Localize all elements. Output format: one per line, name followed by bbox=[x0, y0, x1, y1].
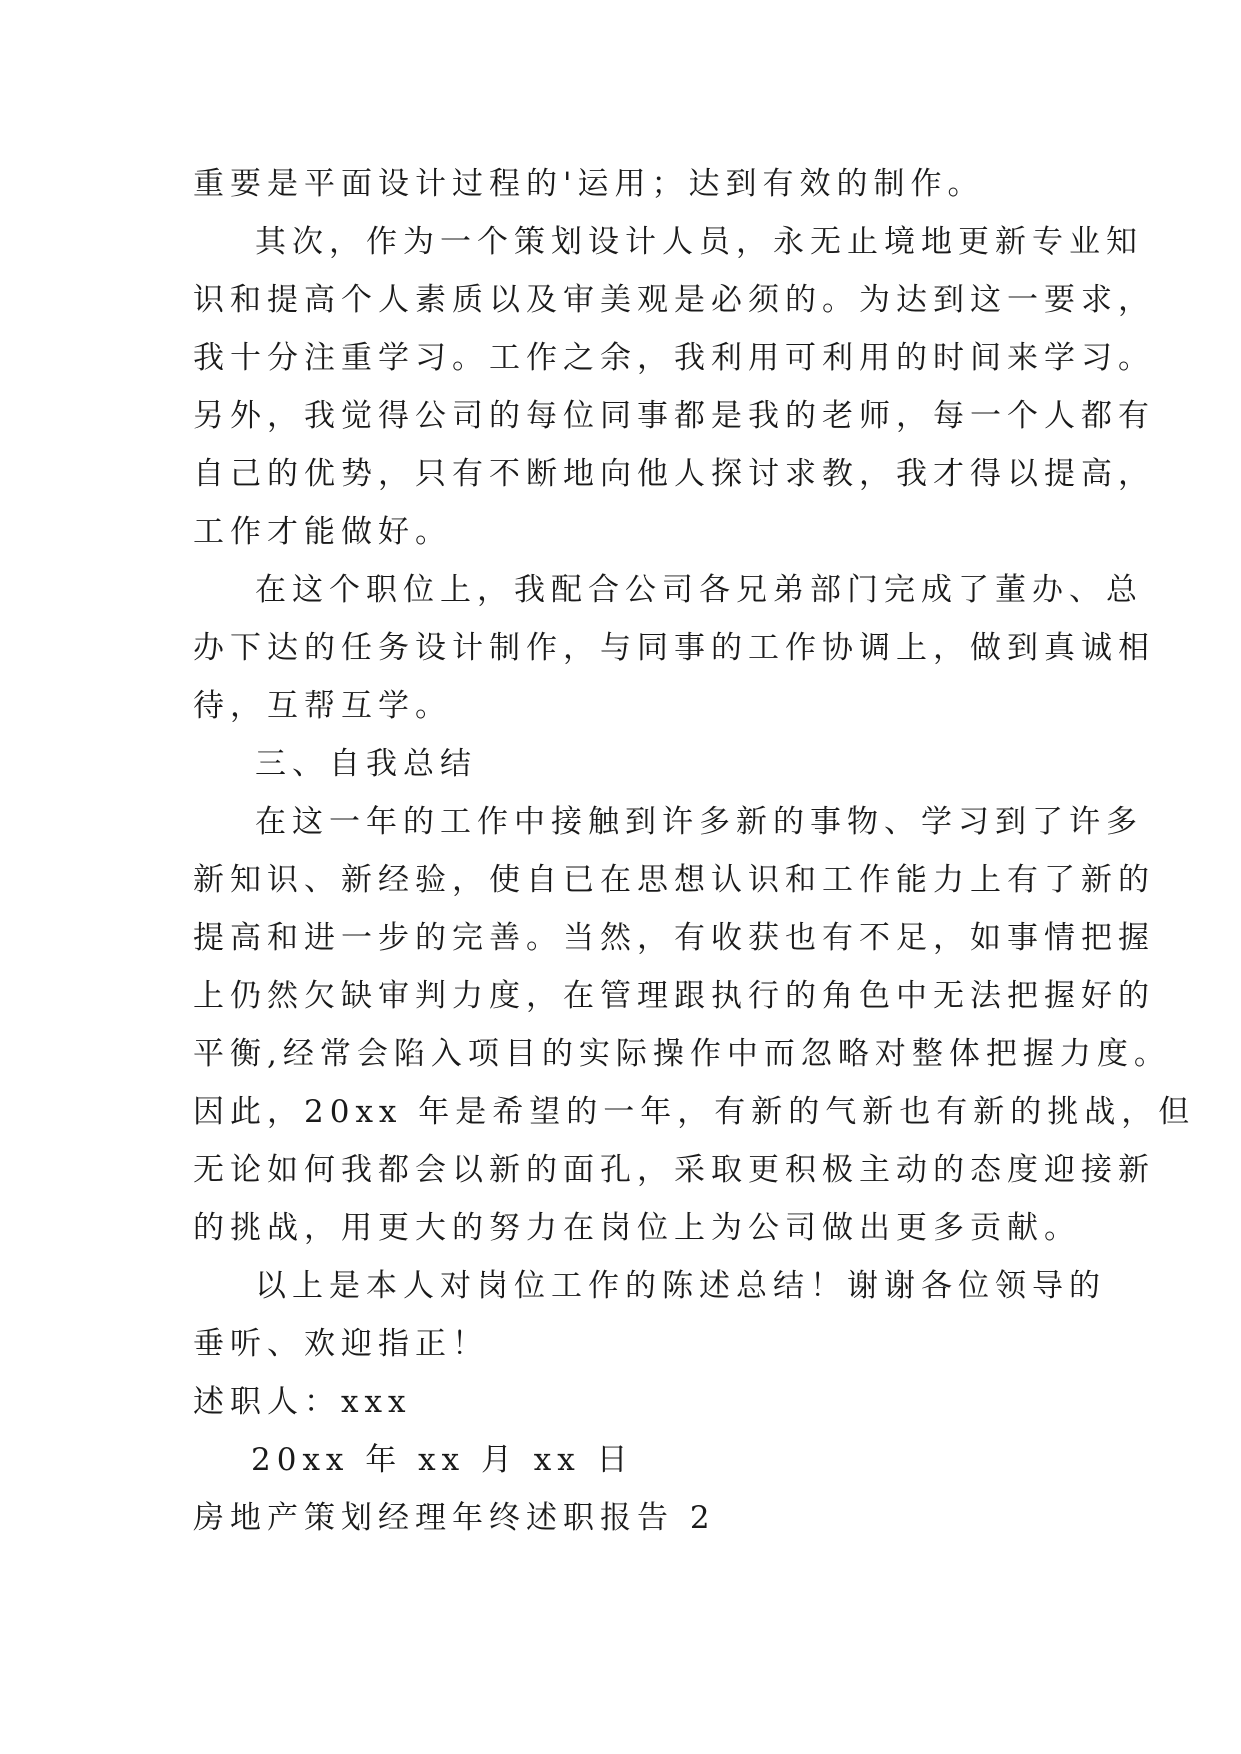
paragraph-line: 办下达的任务设计制作，与同事的工作协调上，做到真诚相 bbox=[193, 630, 1155, 666]
paragraph-line: 在这一年的工作中接触到许多新的事物、学习到了许多 bbox=[255, 804, 1143, 840]
paragraph-line: 自己的优势，只有不断地向他人探讨求教，我才得以提高， bbox=[193, 456, 1155, 492]
paragraph-line: 在这个职位上，我配合公司各兄弟部门完成了董办、总 bbox=[255, 572, 1143, 608]
paragraph-line: 待，互帮互学。 bbox=[193, 688, 452, 724]
next-document-title: 房地产策划经理年终述职报告 2 bbox=[193, 1500, 716, 1536]
paragraph-line: 上仍然欠缺审判力度，在管理跟执行的角色中无法把握好的 bbox=[193, 978, 1155, 1014]
paragraph-line: 识和提高个人素质以及审美观是必须的。为达到这一要求， bbox=[193, 282, 1155, 318]
paragraph-line: 工作才能做好。 bbox=[193, 514, 452, 550]
paragraph-line: 因此，20xx 年是希望的一年，有新的气新也有新的挑战，但 bbox=[193, 1094, 1196, 1130]
paragraph-line: 以上是本人对岗位工作的陈述总结！谢谢各位领导的 bbox=[255, 1268, 1106, 1304]
paragraph-line: 另外，我觉得公司的每位同事都是我的老师，每一个人都有 bbox=[193, 398, 1155, 434]
document-page bbox=[193, 155, 1196, 1547]
signatory-line: 述职人：xxx bbox=[193, 1384, 412, 1420]
paragraph-line: 平衡,经常会陷入项目的实际操作中而忽略对整体把握力度。 bbox=[193, 1036, 1171, 1072]
paragraph-line: 无论如何我都会以新的面孔，采取更积极主动的态度迎接新 bbox=[193, 1152, 1155, 1188]
paragraph-line: 新知识、新经验，使自已在思想认识和工作能力上有了新的 bbox=[193, 862, 1155, 898]
section-heading: 三、自我总结 bbox=[255, 746, 477, 782]
date-line: 20xx 年 xx 月 xx 日 bbox=[251, 1442, 634, 1478]
paragraph-line: 提高和进一步的完善。当然，有收获也有不足，如事情把握 bbox=[193, 920, 1155, 956]
paragraph-line: 重要是平面设计过程的'运用；达到有效的制作。 bbox=[193, 166, 985, 202]
paragraph-line: 其次，作为一个策划设计人员，永无止境地更新专业知 bbox=[255, 224, 1143, 260]
paragraph-line: 垂听、欢迎指正！ bbox=[193, 1326, 489, 1362]
paragraph-line: 我十分注重学习。工作之余，我利用可利用的时间来学习。 bbox=[193, 340, 1155, 376]
paragraph-line: 的挑战，用更大的努力在岗位上为公司做出更多贡献。 bbox=[193, 1210, 1081, 1246]
